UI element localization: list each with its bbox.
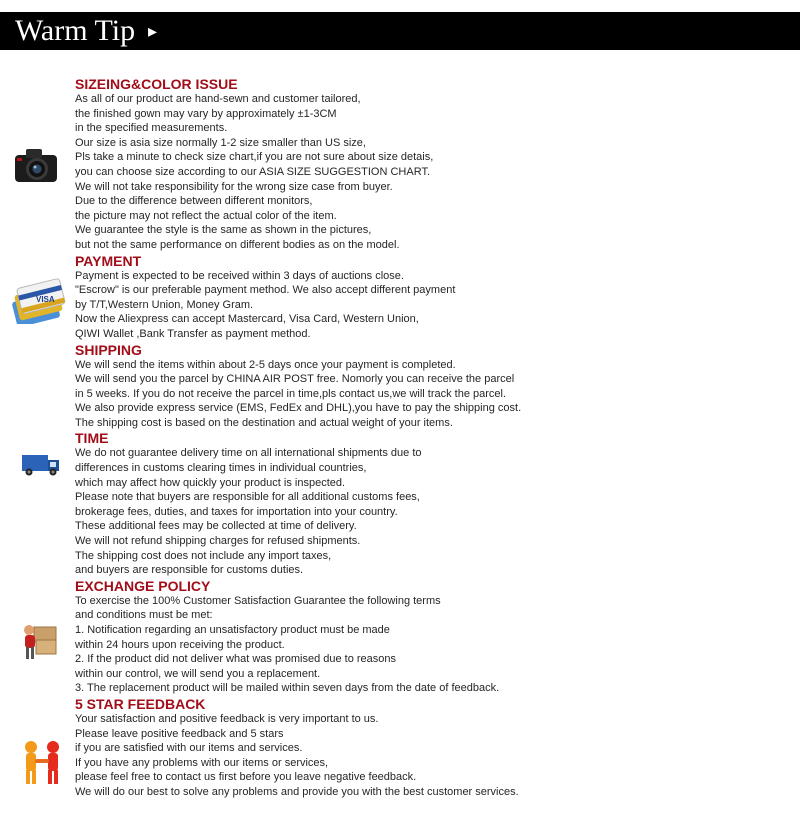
text-line: but not the same performance on different bodies as on the model.: [75, 238, 400, 251]
arrow-right-icon: ▸: [148, 21, 158, 41]
section-title: EXCHANGE POLICY: [75, 577, 211, 594]
section-title: TIME: [75, 430, 109, 447]
text-line: We guarantee the style is the same as shown in the pictures,: [75, 224, 372, 237]
text-line: by T/T,Western Union, Money Gram.: [75, 298, 254, 311]
text-line: Pls take a minute to check size chart,if you are not sure about size detais,: [75, 151, 434, 164]
text-line: 2. If the product did not deliver what was promised due to reasons: [75, 653, 397, 666]
text-line: in the specified measurements.: [75, 122, 228, 135]
text-line: please feel free to contact us first before you leave negative feedback.: [75, 771, 417, 784]
text-line: the picture may not reflect the actual color of the item.: [75, 209, 337, 222]
text-line: the finished gown may vary by approximately ±1-3CM: [75, 107, 337, 120]
text-line: which may affect how quickly your product is inspected.: [75, 476, 346, 489]
card-brand-label: VISA: [36, 295, 55, 304]
text-line: We will not refund shipping charges for refused shipments.: [75, 535, 361, 548]
delivery-person-icon: [20, 620, 62, 662]
text-line: 3. The replacement product will be mailed within seven days from the date of feedback.: [75, 682, 500, 695]
section-5-star-feedback: [75, 696, 775, 800]
delivery-truck-icon: [21, 453, 63, 477]
header-title: Warm Tip: [15, 14, 136, 47]
camera-icon: [13, 146, 59, 186]
text-line: As all of our product are hand-sewn and customer tailored,: [75, 93, 361, 105]
text-line: differences in customs clearing times in individual countries,: [75, 462, 367, 475]
text-line: within 24 hours upon receiving the product.: [75, 638, 285, 651]
text-line: We will send you the parcel by CHINA AIR POST free. Nomorly you can receive the parcel: [75, 373, 515, 386]
text-line: Please note that buyers are responsible for all additional customs fees,: [75, 491, 420, 504]
text-line: QIWI Wallet ,Bank Transfer as payment method.: [75, 327, 311, 340]
text-line: If you have any problems with our items or services,: [75, 756, 329, 769]
text-line: Your satisfaction and positive feedback is very important to us.: [75, 712, 379, 725]
text-line: within our control, we will send you a replacement.: [75, 667, 321, 680]
text-line: Payment is expected to be received within 3 days of auctions close.: [75, 269, 404, 282]
section-title: 5 STAR FEEDBACK: [75, 695, 206, 712]
text-line: Due to the difference between different monitors,: [75, 195, 313, 208]
text-line: brokerage fees, duties, and taxes for importation into your country.: [75, 505, 398, 518]
text-line: you can choose size according to our ASIA SIZE SUGGESTION CHART.: [75, 165, 431, 178]
section-title: SHIPPING: [75, 341, 142, 358]
section-sizing-color: [75, 76, 775, 253]
text-line: "Escrow" is our preferable payment method. We also accept different payment: [75, 284, 456, 297]
text-line: We will not take responsibility for the wrong size case from buyer.: [75, 180, 393, 193]
warm-tip-content: [75, 76, 775, 800]
warm-tip-header: [0, 12, 800, 50]
text-line: We do not guarantee delivery time on all international shipments due to: [75, 447, 422, 460]
handshake-icon: [22, 740, 62, 786]
text-line: in 5 weeks. If you do not receive the parcel in time,pls contact us,we will track the parcel.: [75, 387, 507, 400]
text-line: if you are satisfied with our items and services.: [75, 742, 303, 755]
text-line: and buyers are responsible for customs duties.: [75, 564, 304, 577]
text-line: Please leave positive feedback and 5 stars: [75, 727, 284, 740]
section-time: [75, 430, 775, 577]
text-line: The shipping cost does not include any import taxes,: [75, 549, 332, 562]
text-line: To exercise the 100% Customer Satisfaction Guarantee the following terms: [75, 594, 441, 607]
text-line: Our size is asia size normally 1-2 size smaller than US size,: [75, 136, 366, 149]
text-line: These additional fees may be collected at time of delivery.: [75, 520, 357, 533]
section-payment: [75, 253, 775, 342]
section-title: SIZEING&COLOR ISSUE: [75, 76, 238, 92]
text-line: We will send the items within about 2-5 days once your payment is completed.: [75, 358, 456, 371]
text-line: Now the Aliexpress can accept Mastercard, Visa Card, Western Union,: [75, 313, 419, 326]
text-line: We also provide express service (EMS, FedEx and DHL),you have to pay the shipping cost.: [75, 402, 522, 415]
credit-card-icon: [6, 278, 70, 324]
text-line: We will do our best to solve any problems and provide you with the best customer services.: [75, 785, 519, 798]
section-exchange-policy: [75, 578, 775, 696]
text-line: The shipping cost is based on the destination and actual weight of your items.: [75, 416, 453, 429]
text-line: 1. Notification regarding an unsatisfactory product must be made: [75, 624, 390, 636]
section-shipping: [75, 342, 775, 431]
section-title: PAYMENT: [75, 252, 142, 269]
text-line: and conditions must be met:: [75, 609, 213, 622]
